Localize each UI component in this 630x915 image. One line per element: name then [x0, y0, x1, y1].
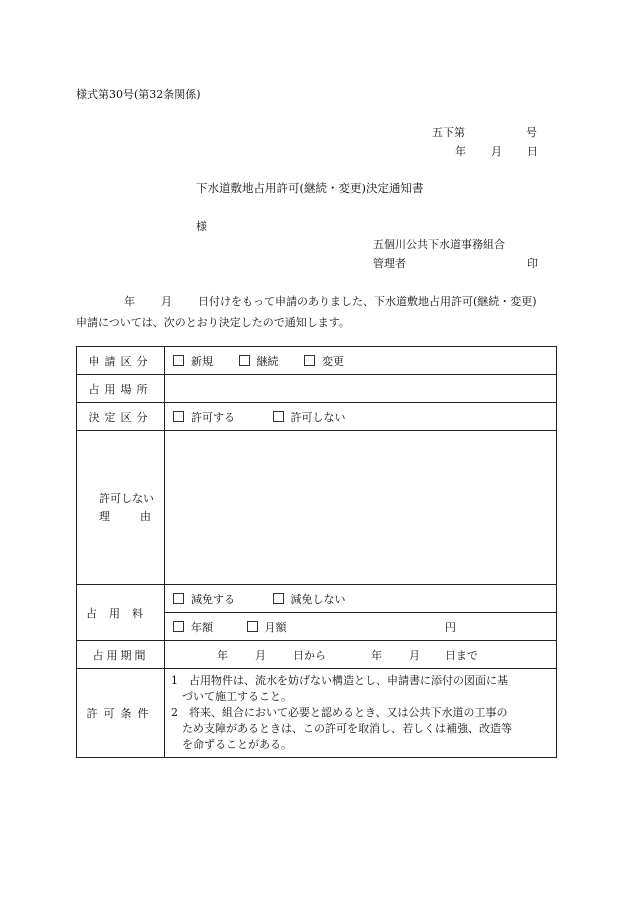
checkbox-permit[interactable]	[173, 411, 184, 422]
row-period	[77, 641, 557, 669]
conditions-text: 1 占用物件は、流水を妨げない構造とし、申請書に添付の図面に基 づいて施工すること。 2 将来、組合において必要と認めるとき、又は公共下水道の工事の ため支障があるときは、この許可を取消し、若しくは補強、改造等 を命ずることがある。	[165, 669, 557, 758]
option-exempt[interactable]: 減免する	[173, 591, 235, 607]
reference-suffix: 号	[526, 126, 537, 139]
row-fee-exemption	[77, 585, 557, 613]
body-text-line1: 日付けをもって申請のありました、下水道敷地占用許可(継続・変更)	[198, 295, 537, 308]
location-label: 占用場所	[77, 375, 165, 403]
decision-form-table	[76, 346, 557, 758]
denial-reason-field[interactable]	[165, 431, 557, 585]
location-field[interactable]	[165, 375, 557, 403]
row-decision	[77, 403, 557, 431]
form-number-label: 様式第30号(第32条関係)	[76, 88, 201, 101]
checkbox-change[interactable]	[304, 355, 315, 366]
checkbox-not-exempt[interactable]	[273, 593, 284, 604]
seal-mark: 印	[527, 257, 538, 270]
option-permit[interactable]: 許可する	[173, 409, 235, 425]
body-year: 年	[124, 295, 135, 308]
fee-amount-options	[165, 613, 557, 641]
row-application-type	[77, 347, 557, 375]
option-continue[interactable]: 継続	[239, 353, 279, 369]
decision-label: 決定区分	[77, 403, 165, 431]
row-conditions	[77, 669, 557, 758]
checkbox-exempt[interactable]	[173, 593, 184, 604]
option-change[interactable]: 変更	[304, 353, 344, 369]
option-new[interactable]: 新規	[173, 353, 213, 369]
option-monthly[interactable]: 月額	[247, 619, 287, 635]
fee-label: 占用料	[77, 585, 165, 641]
option-deny[interactable]: 許可しない	[273, 409, 346, 425]
conditions-label: 許可条件	[77, 669, 165, 758]
date-day: 日	[527, 145, 538, 158]
period-field[interactable]: 年 月 日から 年 月 日まで	[165, 641, 557, 669]
issuer-organization: 五個川公共下水道事務組合	[373, 238, 505, 251]
checkbox-monthly[interactable]	[247, 621, 258, 632]
body-text-line2: 申請については、次のとおり決定したので通知します。	[76, 316, 350, 329]
denial-reason-label: 許可しない 理 由	[77, 431, 165, 585]
decision-options	[165, 403, 557, 431]
row-location	[77, 375, 557, 403]
date-month: 月	[491, 145, 502, 158]
period-label: 占用期間	[77, 641, 165, 669]
fee-exemption-options	[165, 585, 557, 613]
option-annual[interactable]: 年額	[173, 619, 213, 635]
body-month: 月	[161, 295, 172, 308]
application-type-options	[165, 347, 557, 375]
checkbox-annual[interactable]	[173, 621, 184, 632]
checkbox-continue[interactable]	[239, 355, 250, 366]
reference-prefix: 五下第	[432, 126, 465, 139]
addressee-suffix: 様	[196, 220, 207, 233]
option-not-exempt[interactable]: 減免しない	[273, 591, 346, 607]
document-title: 下水道敷地占用許可(継続・変更)決定通知書	[196, 181, 424, 195]
row-denial-reason	[77, 431, 557, 585]
date-year: 年	[455, 145, 466, 158]
checkbox-new[interactable]	[173, 355, 184, 366]
fee-currency: 円	[445, 620, 456, 634]
issuer-manager: 管理者	[373, 257, 406, 270]
checkbox-deny[interactable]	[273, 411, 284, 422]
application-type-label: 申請区分	[77, 347, 165, 375]
